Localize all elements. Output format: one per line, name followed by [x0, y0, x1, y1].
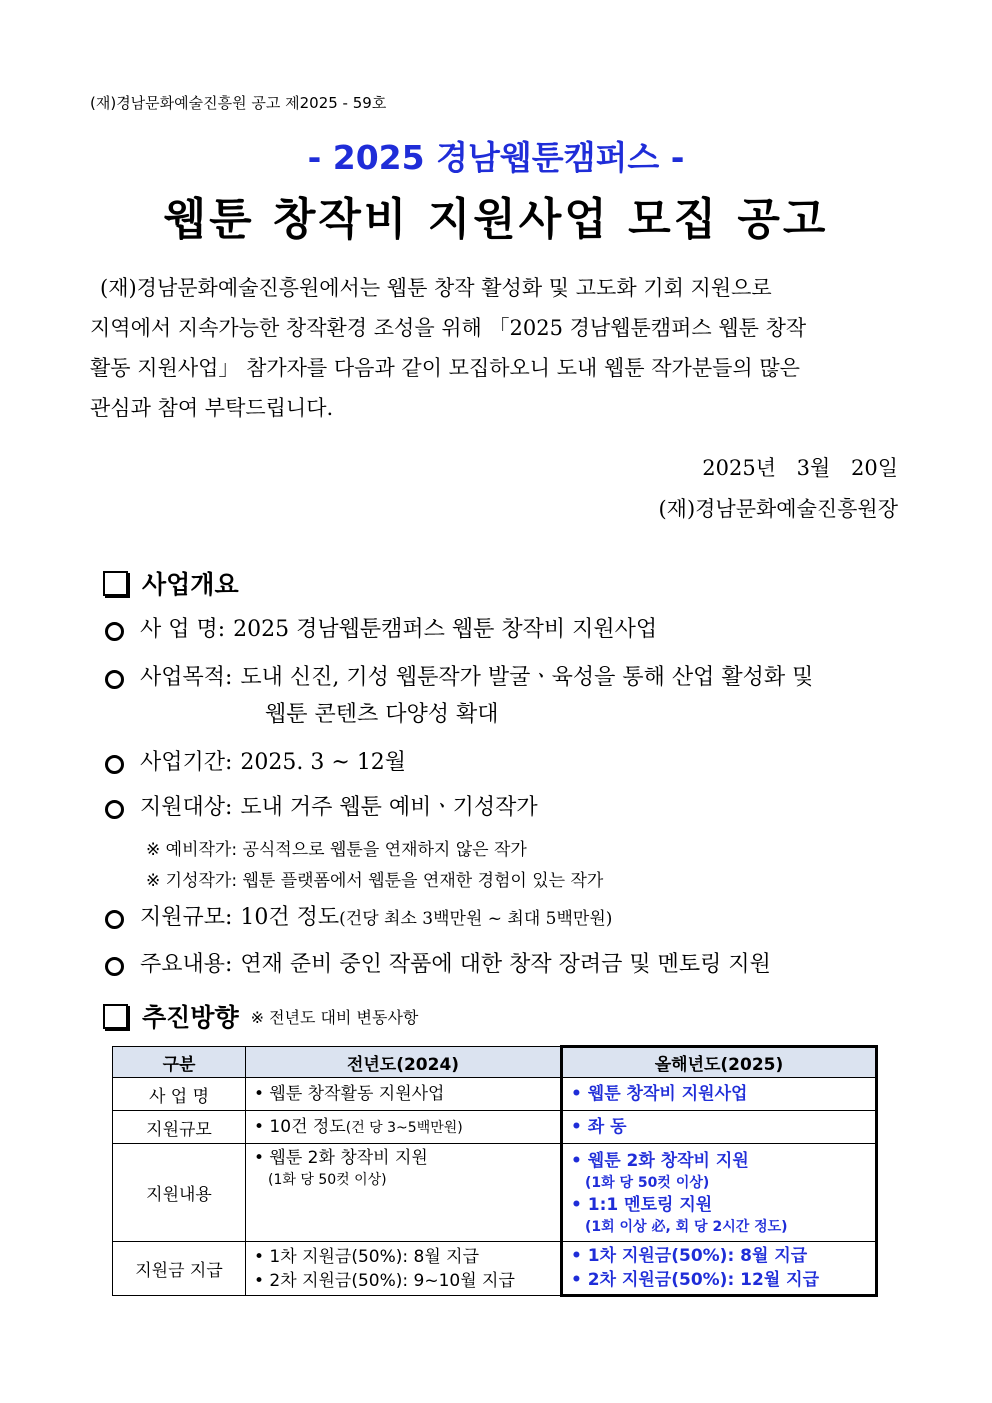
overview-item-content: [105, 947, 771, 983]
intro-paragraph: [90, 268, 898, 428]
overview-item-target: [105, 790, 538, 826]
cell-text: • 웹툰 창작비 지원사업: [571, 1084, 748, 1104]
overview-item-purpose: [105, 660, 813, 696]
item-label: 지원규모:: [140, 905, 233, 930]
row-previous: [246, 1078, 562, 1111]
row-current: [562, 1144, 877, 1242]
issuer-name: (재)경남문화예술진흥원장: [658, 497, 898, 521]
table-header-row: [113, 1047, 877, 1078]
cell-text: • 2차 지원금(50%): 12월 지급: [571, 1270, 820, 1290]
note-aspiring-writer: ※ 예비작가: 공식적으로 웹툰을 연재하지 않은 작가: [146, 840, 527, 860]
scale-detail: (건당 최소 3백만원 ~ 최대 5백만원): [339, 909, 613, 929]
row-category: 지원내용: [113, 1144, 246, 1242]
item-value: 2025 경남웹툰캠퍼스 웹툰 창작비 지원사업: [233, 617, 658, 642]
checkbox-square-icon: [103, 1004, 128, 1029]
circle-bullet-icon: [105, 957, 124, 976]
note-established-writer: ※ 기성작가: 웹툰 플랫폼에서 웹툰을 연재한 경험이 있는 작가: [146, 871, 604, 891]
circle-bullet-icon: [105, 622, 124, 641]
overview-item-name: [105, 612, 657, 648]
item-label: 주요내용:: [140, 952, 233, 977]
table-row: [113, 1242, 877, 1296]
row-current: [562, 1111, 877, 1144]
table-row: [113, 1144, 877, 1242]
page-title: 웹툰 창작비 지원사업 모집 공고: [163, 194, 829, 245]
section-title: 추진방향: [142, 1003, 239, 1032]
item-value: 도내 신진, 기성 웹툰작가 발굴ㆍ육성을 통해 산업 활성화 및: [240, 665, 814, 690]
circle-bullet-icon: [105, 670, 124, 689]
notice-number: (재)경남문화예술진흥원 공고 제2025 - 59호: [90, 94, 387, 112]
cell-subtext: (1회 이상 必, 회 당 2시간 정도): [585, 1218, 788, 1235]
cell-subtext: (1화 당 50컷 이상): [585, 1174, 710, 1191]
item-value: 연재 준비 중인 작품에 대한 창작 장려금 및 멘토링 지원: [240, 952, 771, 977]
circle-bullet-icon: [105, 910, 124, 929]
item-label: 사업기간:: [140, 750, 233, 775]
item-value-continued: 웹툰 콘텐츠 다양성 확대: [265, 702, 499, 727]
circle-bullet-icon: [105, 755, 124, 774]
section-note: ※ 전년도 대비 변동사항: [250, 1007, 419, 1027]
cell-text: • 1차 지원금(50%): 8월 지급: [571, 1246, 808, 1266]
overview-item-scale: [105, 900, 612, 937]
section-overview-heading: [103, 565, 239, 601]
cell-text: • 웹툰 2화 창작비 지원: [254, 1148, 428, 1168]
cell-text: • 1:1 멘토링 지원: [571, 1194, 713, 1215]
cell-text: • 좌 동: [571, 1117, 627, 1137]
circle-bullet-icon: [105, 800, 124, 819]
sub-title: - 2025 경남웹툰캠퍼스 -: [307, 138, 685, 177]
cell-text: • 1차 지원금(50%): 8월 지급: [254, 1246, 480, 1267]
intro-line: 지역에서 지속가능한 창작환경 조성을 위해 「2025 경남웹툰캠퍼스 웹툰 창작: [90, 316, 807, 340]
row-previous: [246, 1144, 562, 1242]
table-row: [113, 1078, 877, 1111]
cell-text: • 웹툰 창작활동 지원사업: [254, 1084, 445, 1104]
header-current-year: 올해년도(2025): [562, 1047, 877, 1078]
row-category: 지원규모: [113, 1111, 246, 1144]
row-category: 사 업 명: [113, 1078, 246, 1111]
table-row: [113, 1111, 877, 1144]
checkbox-square-icon: [103, 571, 128, 596]
item-label: 지원대상:: [140, 795, 233, 820]
scale-value: 10건 정도: [240, 905, 340, 930]
cell-main: • 10건 정도: [254, 1116, 346, 1137]
item-value: [240, 900, 612, 937]
item-label: 사 업 명:: [140, 617, 226, 642]
header-previous-year: 전년도(2024): [246, 1047, 562, 1078]
overview-item-period: [105, 745, 406, 781]
intro-line: 활동 지원사업」 참가자를 다음과 같이 모집하오니 도내 웹툰 작가분들의 많은: [90, 356, 800, 380]
header-category: 구분: [113, 1047, 246, 1078]
row-previous: [246, 1111, 562, 1144]
intro-line: 관심과 참여 부탁드립니다.: [90, 396, 334, 420]
row-category: 지원금 지급: [113, 1242, 246, 1296]
comparison-table: [112, 1045, 878, 1297]
section-direction-heading: [103, 998, 418, 1034]
intro-line: (재)경남문화예술진흥원에서는 웹툰 창작 활성화 및 고도화 기회 지원으로: [100, 276, 772, 300]
section-title: 사업개요: [142, 570, 239, 599]
cell-subtext: (1화 당 50컷 이상): [268, 1172, 387, 1188]
row-current: [562, 1078, 877, 1111]
cell-small: (건 당 3~5백만원): [345, 1119, 463, 1136]
item-value: 도내 거주 웹툰 예비ㆍ기성작가: [240, 795, 538, 820]
cell-text: • 웹툰 2화 창작비 지원: [571, 1150, 749, 1171]
row-previous: [246, 1242, 562, 1296]
item-label: 사업목적:: [140, 665, 233, 690]
announcement-date: 2025년 3월 20일: [702, 456, 898, 480]
cell-text: [254, 1115, 552, 1140]
row-current: [562, 1242, 877, 1296]
item-value: 2025. 3 ~ 12월: [240, 750, 407, 775]
cell-text: • 2차 지원금(50%): 9~10월 지급: [254, 1270, 515, 1291]
